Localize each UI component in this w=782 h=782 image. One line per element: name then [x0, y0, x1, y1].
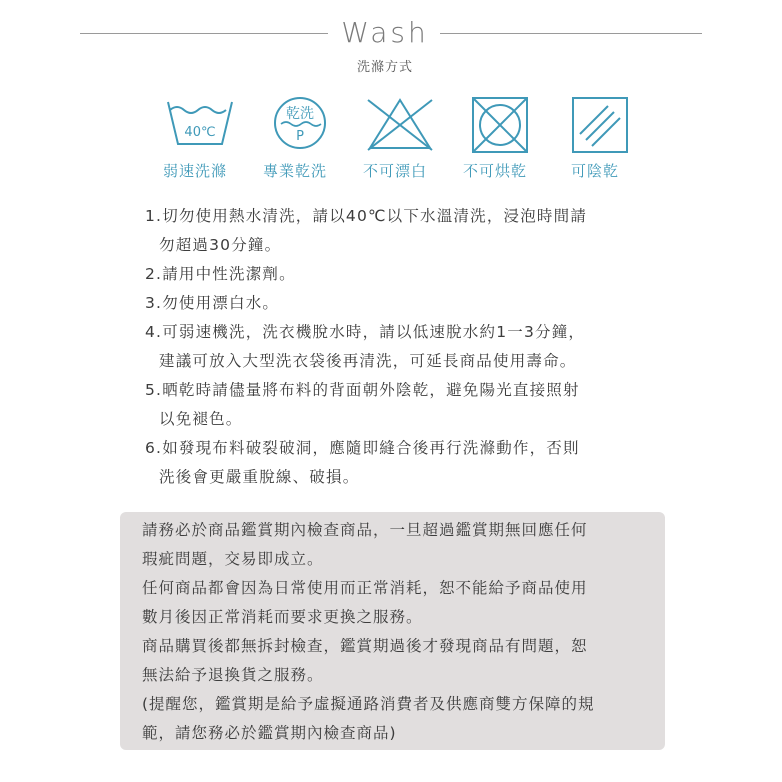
notice-line: 瑕疵問題，交易即成立。: [142, 550, 324, 568]
care-icons: [150, 96, 630, 186]
instruction-line-cont: 以免褪色。: [159, 410, 243, 428]
instruction-list: [145, 202, 665, 492]
care-label-tumble: 不可烘乾: [462, 162, 527, 180]
notice-line: (提醒您，鑑賞期是給予虛擬通路消費者及供應商雙方保障的規: [142, 695, 595, 713]
no-bleach-icon: [350, 96, 440, 158]
instruction-line: 3.勿使用漂白水。: [145, 294, 280, 312]
notice-line: 商品購買後都無拆封檢查，鑑賞期過後才發現商品有問題，恕: [142, 637, 588, 655]
instruction-line: 2.請用中性洗潔劑。: [145, 265, 296, 283]
wash-temp-text: 40℃: [184, 125, 216, 140]
header-rule-right: [440, 33, 702, 34]
care-label-shade: 可陰乾: [570, 162, 619, 180]
instruction-item: [145, 376, 665, 434]
instruction-line: 6.如發現布料破裂破洞，應隨即縫合後再行洗滌動作，否則: [145, 439, 580, 457]
instruction-item: [145, 289, 665, 318]
instruction-line: 4.可弱速機洗，洗衣機脫水時，請以低速脫水約1一3分鐘，: [145, 323, 586, 341]
section-subtitle: 洗滌方式: [356, 60, 413, 75]
instruction-line-cont: 洗後會更嚴重脫線、破損。: [159, 468, 360, 486]
wash-40-icon: [150, 96, 240, 158]
instruction-line-cont: 勿超過30分鐘。: [159, 236, 282, 254]
notice-line: 範，請您務必於鑑賞期內檢查商品): [142, 724, 397, 742]
instruction-line: 1.切勿使用熱水清洗，請以40℃以下水溫清洗，浸泡時間請: [145, 207, 588, 225]
shade-dry-icon: [550, 96, 640, 158]
header-rule-left: [80, 33, 328, 34]
care-item-wash: [150, 96, 240, 186]
section-title: Wash: [341, 16, 429, 49]
notice-text: [142, 516, 657, 748]
care-item-bleach: [350, 96, 440, 186]
instruction-item: [145, 318, 665, 376]
notice-line: 任何商品都會因為日常使用而正常消耗，恕不能給予商品使用: [142, 579, 588, 597]
notice-line: 請務必於商品鑑賞期內檢查商品，一旦超過鑑賞期無回應任何: [142, 521, 588, 539]
dryclean-text-bottom: P: [296, 129, 304, 144]
care-item-shade: [550, 96, 640, 186]
care-label-bleach: 不可漂白: [362, 162, 427, 180]
dryclean-text-top: 乾洗: [286, 106, 314, 122]
no-tumble-dry-icon: [450, 96, 540, 158]
section-header: [0, 14, 782, 84]
appraisal-notice-box: [120, 512, 665, 750]
care-label-dryclean: 專業乾洗: [262, 162, 327, 180]
instruction-item: [145, 434, 665, 492]
instruction-item: [145, 260, 665, 289]
care-label-wash: 弱速洗滌: [162, 162, 227, 180]
dry-clean-icon: [250, 96, 340, 158]
instruction-line-cont: 建議可放入大型洗衣袋後再清洗，可延長商品使用壽命。: [159, 352, 577, 370]
care-item-tumble: [450, 96, 540, 186]
care-item-dryclean: [250, 96, 340, 186]
notice-line: 數月後因正常消耗而要求更換之服務。: [142, 608, 423, 626]
instruction-item: [145, 202, 665, 260]
instruction-line: 5.晒乾時請儘量將布料的背面朝外陰乾，避免陽光直接照射: [145, 381, 580, 399]
notice-line: 無法給予退換貨之服務。: [142, 666, 324, 684]
